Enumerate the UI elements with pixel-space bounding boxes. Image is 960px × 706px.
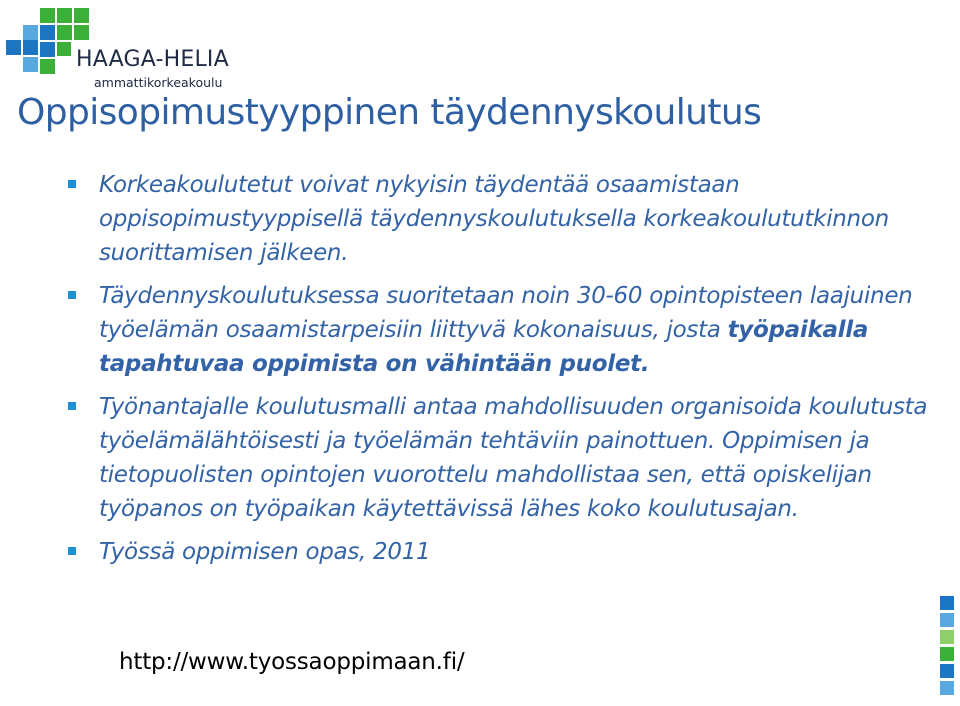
bullet-text: Työssä oppimisen opas, 2011 [99,539,431,565]
bullet-text [99,279,928,381]
page-title: Oppisopimustyyppinen täydennyskoulutus [17,92,762,133]
bullet-icon [68,547,76,555]
logo-subtitle: ammattikorkeakoulu [94,75,223,90]
list-item [68,535,928,569]
list-item [68,279,928,381]
bullet-icon [68,402,76,410]
bullet-icon [68,180,76,188]
bullet-text-regular: Täydennyskoulutuksessa suoritetaan noin 30-60 opintopisteen laajuinen työelämän osaamistarpeisiin liittyvä kokonaisuus, josta [99,283,913,343]
logo-name: HAAGA-HELIA [76,47,229,72]
source-url[interactable]: http://www.tyossaoppimaan.fi/ [119,649,465,675]
decorative-squares-icon [940,596,956,700]
bullet-text: Korkeakoulutetut voivat nykyisin täydentää osaamistaan oppisopimustyyppisellä täydennyskoulutuksella korkeakoulututkinnon suorittamisen jälkeen. [99,172,889,266]
haaga-helia-logo [0,0,260,100]
bullet-text: Työnantajalle koulutusmalli antaa mahdollisuuden organisoida koulutusta työelämälähtöisesti ja työelämän tehtäviin painottuen. Oppimisen ja tietopuolisten opintojen vuorottelu mahdollistaa sen, että opiskelijan työpanos on työpaikan käytettävissä lähes koko koulutusajan. [99,394,928,522]
bullet-list [68,168,928,578]
list-item [68,390,928,526]
bullet-icon [68,291,76,299]
bullet-text-bold: työpaikalla tapahtuvaa oppimista on vähintään puolet. [99,317,869,377]
list-item [68,168,928,270]
